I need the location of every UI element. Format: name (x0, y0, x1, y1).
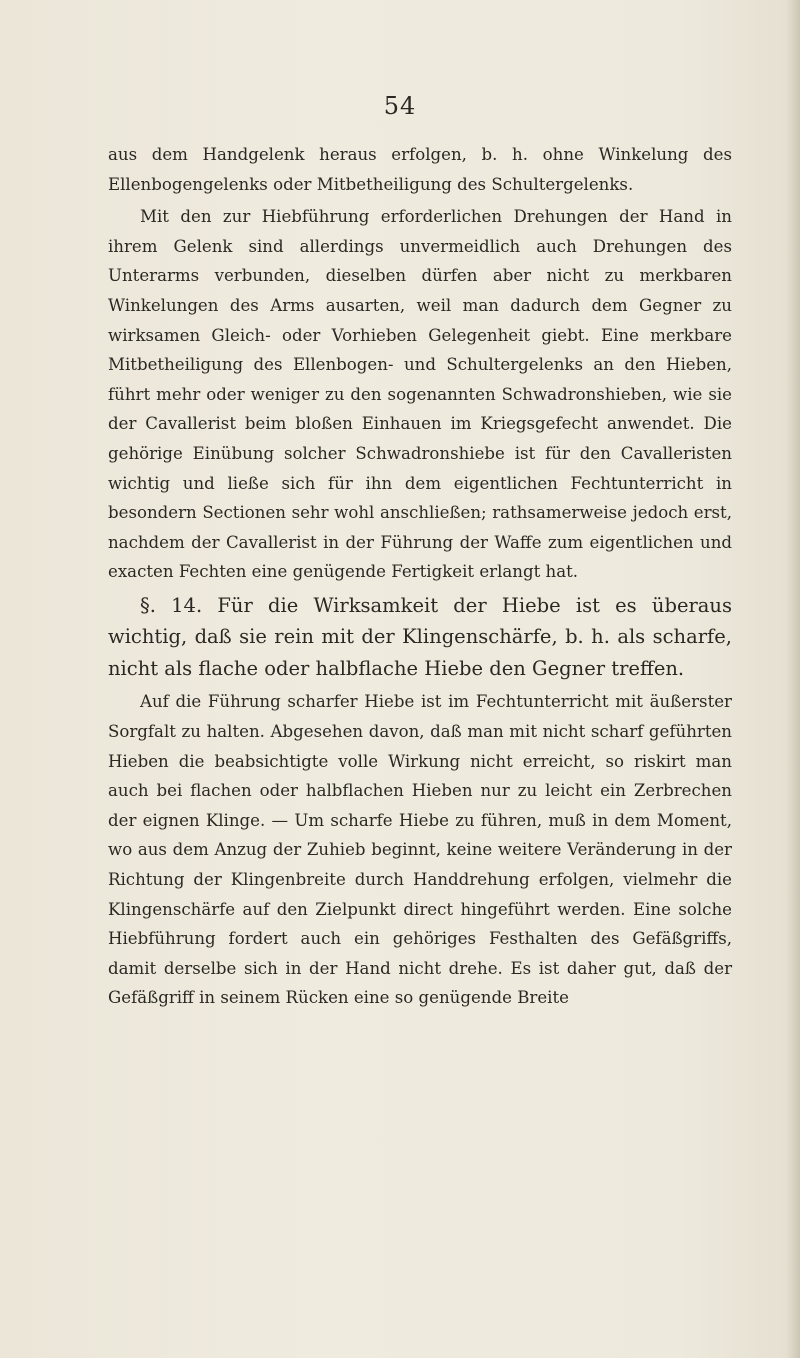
page-edge-shadow (786, 0, 800, 1358)
paragraph-hand-rotation: Mit den zur Hiebführung erforderlichen Drehungen der Hand in ihrem Gelenk sind allerdings unvermeidlich auch Drehungen des Unterarms verbunden, dieselben dürfen aber nicht zu merkbaren Winkelungen des Arms ausarten, weil man dadurch dem Gegner zu wirksamen Gleich- oder Vorhieben Gelegenheit giebt. Eine merkbare Mitbetheiligung des Ellenbogen- und Schultergelenks an den Hieben, führt mehr oder weniger zu den sogenannten Schwadronshieben, wie sie der Cavallerist beim bloßen Einhauen im Kriegsgefecht anwendet. Die gehörige Einübung solcher Schwadronshiebe ist für den Cavalleristen wichtig und ließe sich für ihn dem eigentlichen Fechtunterricht in besondern Sectionen sehr wohl anschließen; rathsamerweise jedoch erst, nachdem der Cavallerist in der Führung der Waffe zum eigentlichen und exacten Fechten eine genügende Fertigkeit erlangt hat. (108, 207, 732, 582)
paragraph-sharp-hits: Auf die Führung scharfer Hiebe ist im Fechtunterricht mit äußerster Sorgfalt zu halten. Abgesehen davon, daß man mit nicht scharf geführten Hieben die beabsichtigte volle Wirkung nicht erreicht, so riskirt man auch bei flachen oder halbflachen Hieben nur zu leicht ein Zerbrechen der eignen Klinge. — Um scharfe Hiebe zu führen, muß in dem Moment, wo aus dem Anzug der Zuhieb beginnt, keine weitere Veränderung in der Richtung der Klingenbreite durch Handdrehung erfolgen, vielmehr die Klingenschärfe auf den Zielpunkt direct hingeführt werden. Eine solche Hiebführung fordert auch ein gehöriges Festhalten des Gefäßgriffs, damit derselbe sich in der Hand nicht drehe. Es ist daher gut, daß der Gefäßgriff in seinem Rücken eine so genügende Breite (108, 692, 732, 1008)
section-14-heading-paragraph: §. 14. Für die Wirksamkeit der Hiebe ist es überaus wichtig, daß sie rein mit der Klingenschärfe, b. h. als scharfe, nicht als flache oder halbflache Hiebe den Gegner treffen. (108, 593, 732, 680)
body-text (108, 140, 732, 1013)
page-number: 54 (383, 92, 417, 120)
paragraph-continuation: aus dem Handgelenk heraus erfolgen, b. h. ohne Winkelung des Ellenbogengelenks oder Mitbetheiligung des Schultergelenks. (108, 145, 732, 194)
